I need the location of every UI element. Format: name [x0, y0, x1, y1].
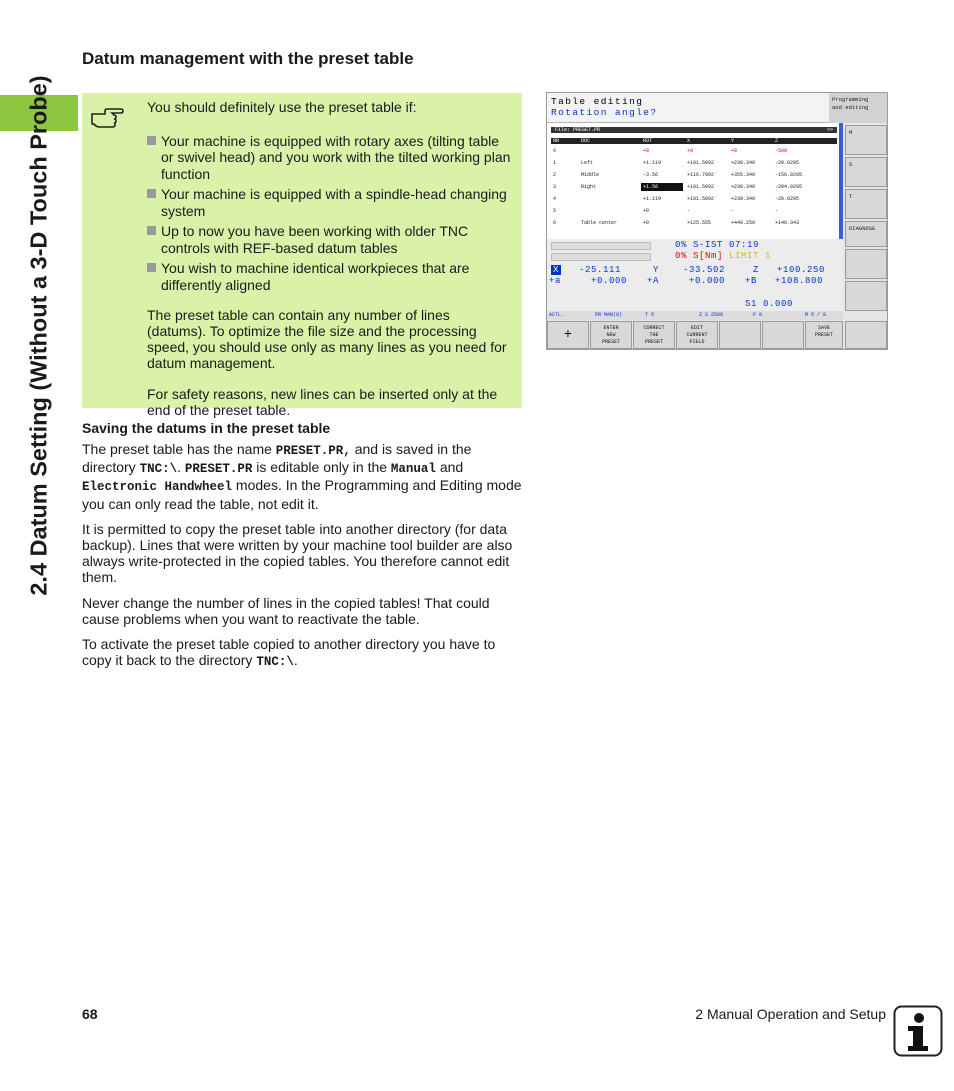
load-bar: [551, 242, 651, 250]
correct-preset-softkey[interactable]: CORRECT THE PRESET: [633, 321, 675, 349]
note-intro: You should definitely use the preset table if:: [147, 99, 417, 115]
diagnose-key[interactable]: DIAGNOSE: [845, 221, 887, 247]
subheading: Saving the datums in the preset table: [82, 420, 331, 436]
table-scrollbar[interactable]: [839, 123, 843, 239]
tnc-screenshot: [546, 92, 888, 350]
mode-title: Table editing: [551, 96, 644, 107]
m-function-key[interactable]: M: [845, 125, 887, 155]
table-row[interactable]: 2 Middle -3.56 +116.7992 +355.349 -156.0295: [553, 172, 803, 178]
right-softkeys: [845, 125, 887, 319]
note-bullet: You wish to machine identical workpieces that are differently aligned: [147, 260, 512, 292]
section-heading: Datum management with the preset table: [82, 49, 414, 68]
status-line-2: 0% S[Nm] LIMIT 1: [675, 251, 772, 261]
load-bar: [551, 253, 651, 261]
enter-new-preset-softkey[interactable]: ENTER NEW PRESET: [590, 321, 632, 349]
mode-prompt: Rotation angle?: [551, 107, 658, 118]
table-row[interactable]: 4 +1.119 +101.5092 +230.349 -20.0295: [553, 196, 800, 202]
table-row[interactable]: 0 +0 +0 +0 -500: [553, 148, 788, 154]
softkey-row-icon[interactable]: [845, 321, 887, 349]
axis-y: Y -33.502: [653, 265, 726, 275]
body-paragraph-4: To activate the preset table copied to another directory you have to copy it back to the directory TNC:\.: [82, 636, 496, 670]
info-icon: [893, 1005, 943, 1057]
body-paragraph-1: The preset table has the name PRESET.PR, and is saved in the directory TNC:\. PRESET.PR is editable only in the Manual and Electronic Handwheel modes. In the Programming and Editing mode you can only read the table, not edit it.: [82, 441, 522, 512]
page-number: 68: [82, 1006, 98, 1022]
pointing-hand-icon: [90, 103, 124, 129]
table-row-selected[interactable]: 3 Right +1.56 +101.5092 +230.349 -204.0295: [553, 184, 803, 190]
axis-a-upper: +A +0.000: [647, 276, 726, 286]
note-box: [82, 93, 522, 418]
body-paragraph-2: It is permitted to copy the preset table into another directory (for data backup). Lines that were written by your machine tool builder are also always write-protected in the copied tables. You therefore cannot edit them.: [82, 520, 513, 586]
chapter-title: 2 Manual Operation and Setup: [695, 1006, 886, 1022]
table-row[interactable]: 6 Table center +0 +125.555 +440.259 +140.343: [553, 220, 800, 226]
blank-softkey[interactable]: [762, 321, 804, 349]
edit-current-field-softkey[interactable]: EDIT CURRENT FIELD: [676, 321, 718, 349]
axis-x: X -25.111: [553, 265, 622, 275]
body-text: [82, 441, 524, 679]
note-bullet: Your machine is equipped with a spindle-head changing system: [147, 186, 512, 218]
preset-table: [547, 123, 843, 239]
table-row[interactable]: 5 +0 - - -: [553, 208, 779, 214]
side-section-title: 2.4 Datum Setting (Without a 3-D Touch Probe): [25, 74, 52, 596]
spindle-readout: S1 0.000: [745, 299, 794, 309]
blank-key[interactable]: [845, 249, 887, 279]
save-preset-softkey[interactable]: SAVE PRESET: [805, 321, 843, 349]
table-header: NR DOC ROT X Y Z: [551, 138, 837, 144]
note-bullet: Up to now you have been working with older TNC controls with REF-based datum tables: [147, 223, 512, 255]
softkey-bar: [547, 321, 887, 349]
status-display: [547, 239, 843, 315]
blank-key[interactable]: [845, 281, 887, 311]
note-paragraph-2: For safety reasons, new lines can be inserted only at the end of the preset table.: [147, 385, 498, 418]
table-row[interactable]: 1 Left +1.119 +101.5092 +230.349 -20.0295: [553, 160, 800, 166]
status-footer: ACTL. PR MAN(0) T 5 Z S 2500 F 0 M 5 / 8: [547, 311, 843, 320]
blank-softkey[interactable]: [719, 321, 761, 349]
note-bullet: Your machine is equipped with rotary axes (tilting table or swivel head) and you work with the tilted working plan function: [147, 133, 512, 182]
note-bullet-list: [147, 133, 512, 293]
axis-a-lower: +a +0.000: [549, 276, 628, 286]
file-bar: File: PRESET.PR >>: [551, 127, 837, 133]
axis-b: +B +108.800: [745, 276, 824, 286]
s-function-key[interactable]: S: [845, 157, 887, 187]
programming-mode-label: Programming and editing: [829, 93, 887, 123]
t-function-key[interactable]: T: [845, 189, 887, 219]
active-cell: +1.56: [641, 183, 683, 191]
note-paragraph-1: The preset table can contain any number of lines (datums). To optimize the file size and the processing speed, you should use only as many lines as you need for datum management.: [147, 306, 507, 372]
axis-z: Z +100.250: [753, 265, 826, 275]
status-line-1: 0% S-IST 07:19: [675, 240, 760, 250]
crosshair-icon[interactable]: +: [547, 321, 589, 349]
mode-header: [547, 93, 829, 123]
body-paragraph-3: Never change the number of lines in the copied tables! That could cause problems when you want to reactivate the table.: [82, 594, 490, 627]
